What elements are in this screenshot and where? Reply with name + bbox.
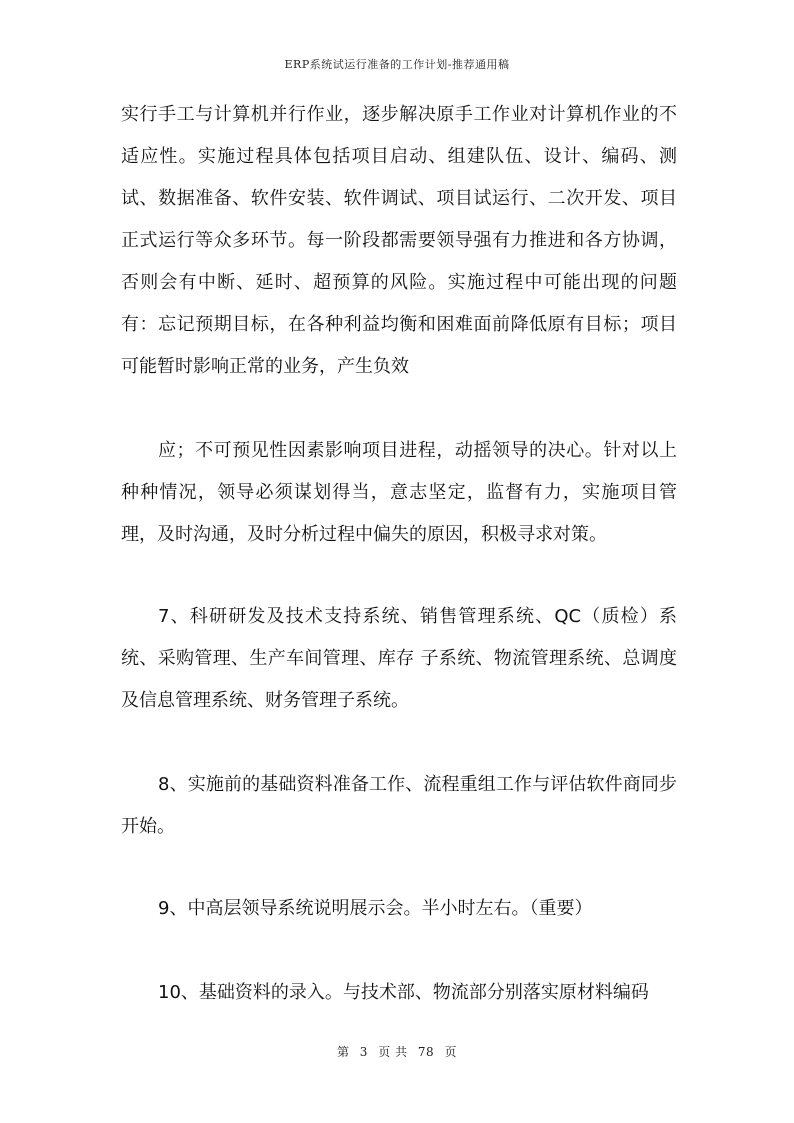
footer-middle: 页 共 bbox=[378, 1045, 408, 1059]
paragraph-item-8: 8、实施前的基础资料准备工作、流程重组工作与评估软件商同步开始。 bbox=[121, 774, 677, 837]
paragraph-1: 实行手工与计算机并行作业，逐步解决原手工作业对计算机作业的不适应性。实施过程具体包括项目启动、组建队伍、设计、编码、测试、数据准备、软件安装、软件调试、项目试运行、二次开发、项目正式运行等众多环节。每一阶段都需要领导强有力推进和各方协调，否则会有中断、延时、超预算的风险。实施过程中可能出现的问题有：忘记预期目标，在各种利益均衡和困难面前降低原有目标；项目可能暂时影响正常的业务，产生负效 bbox=[121, 104, 677, 377]
page-footer bbox=[0, 1043, 794, 1060]
page-header: ERP系统试运行准备的工作计划-推荐通用稿 bbox=[284, 58, 510, 71]
paragraph-item-7: 7、科研研发及技术支持系统、销售管理系统、QC（质检）系统、采购管理、生产车间管理、库存 子系统、物流管理系统、总调度及信息管理系统、财务管理子系统。 bbox=[121, 606, 677, 711]
paragraph-item-9: 9、中高层领导系统说明展示会。半小时左右。（重要） bbox=[158, 898, 593, 919]
footer-suffix: 页 bbox=[444, 1045, 458, 1059]
footer-current-page: 3 bbox=[359, 1045, 368, 1059]
paragraph-item-10: 10、基础资料的录入。与技术部、物流部分别落实原材料编码 bbox=[158, 982, 649, 1003]
footer-prefix: 第 bbox=[336, 1045, 350, 1059]
footer-total-pages: 78 bbox=[417, 1045, 435, 1059]
paragraph-2: 应；不可预见性因素影响项目进程，动摇领导的决心。针对以上种种情况，领导必须谋划得当，意志坚定，监督有力，实施项目管理，及时沟通，及时分析过程中偏失的原因，积极寻求对策。 bbox=[121, 440, 677, 545]
